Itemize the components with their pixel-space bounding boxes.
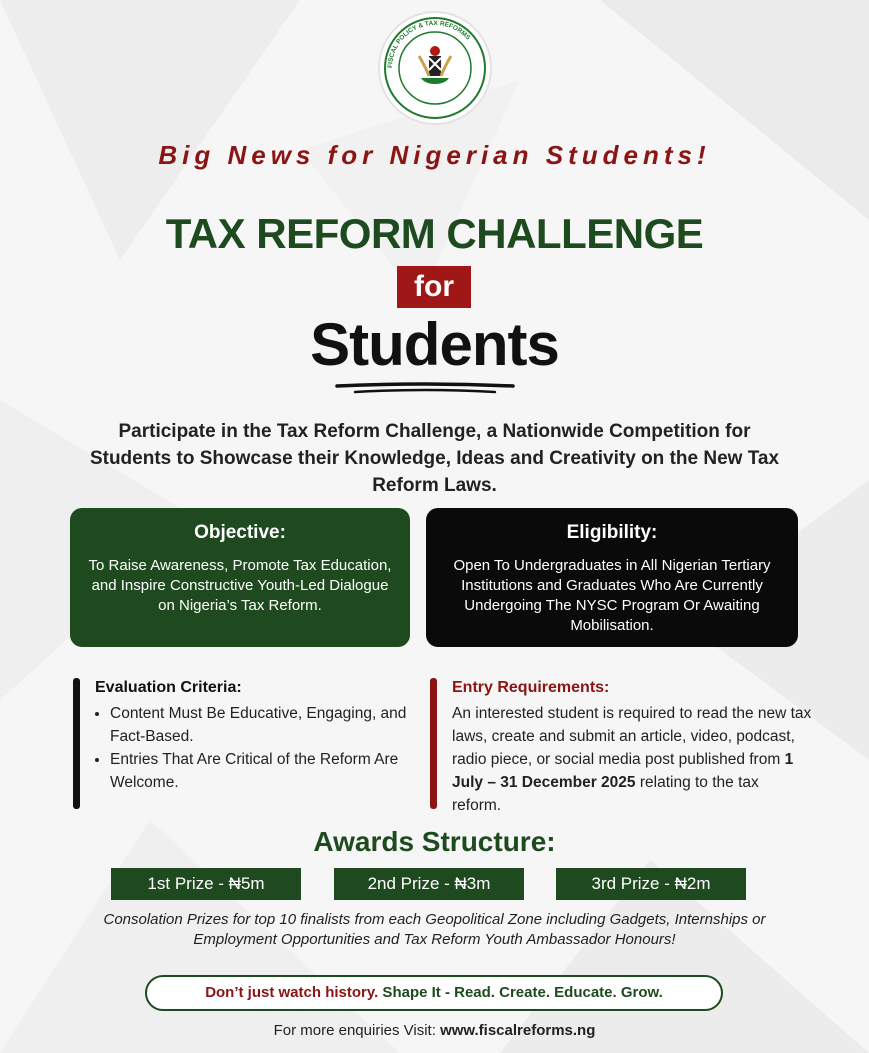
- for-badge: for: [397, 266, 471, 308]
- entry-dates: 1 July – 31 December 2025: [452, 751, 794, 791]
- seal-ring-text: FISCAL POLICY & TAX REFORMS: [386, 19, 472, 69]
- page-title: TAX REFORM CHALLENGE: [165, 210, 704, 257]
- objective-box: [70, 508, 410, 647]
- consolation-text: Consolation Prizes for top 10 finalists from each Geopolitical Zone including Gadgets, Internships or Employment Opportunities and Tax Reform Youth Ambassador Honours!: [103, 911, 766, 948]
- awards-heading: Awards Structure:: [313, 826, 556, 857]
- objective-heading: Objective:: [194, 522, 286, 543]
- tagline: Big News for Nigerian Students!: [158, 140, 711, 170]
- intro-text: Participate in the Tax Reform Challenge, a Nationwide Competition for Students to Showcase their Knowledge, Ideas and Creativity on the New Tax Reform Laws.: [89, 421, 780, 496]
- objective-text: To Raise Awareness, Promote Tax Education, and Inspire Constructive Youth-Led Dialogue on Nigeria’s Tax Reform.: [88, 557, 392, 614]
- eligibility-text: Open To Undergraduates in All Nigerian Tertiary Institutions and Graduates Who Are Currently Undergoing The NYSC Program Or Awaiting Mobilisation.: [453, 557, 771, 634]
- fiscal-policy-seal: [377, 10, 493, 126]
- website-link[interactable]: www.fiscalreforms.ng: [440, 1022, 596, 1039]
- list-item: • Entries That Are Critical of the Reform Are Welcome.: [110, 748, 440, 794]
- evaluation-accent-bar: [73, 678, 80, 809]
- eligibility-heading: Eligibility:: [566, 522, 658, 543]
- second-prize-badge: 2nd Prize - ₦3m: [334, 868, 524, 900]
- entry-heading: Entry Requirements:: [452, 679, 610, 696]
- list-item: • Content Must Be Educative, Engaging, and Fact-Based.: [110, 702, 440, 748]
- third-prize-badge: 3rd Prize - ₦2m: [556, 868, 746, 900]
- entry-text-start: An interested student is required to read the new tax laws, create and submit an article, video, podcast, radio piece, or social media post published from: [452, 705, 812, 768]
- footer: [0, 1022, 869, 1039]
- cta-green-text: Shape It - Read. Create. Educate. Grow.: [378, 984, 663, 1001]
- subtitle: Students: [310, 311, 559, 378]
- cta-red-text: Don’t just watch history.: [205, 984, 379, 1001]
- call-to-action: [145, 975, 723, 1011]
- entry-accent-bar: [430, 678, 437, 809]
- footer-label: For more enquiries Visit:: [273, 1022, 441, 1039]
- first-prize-badge: 1st Prize - ₦5m: [111, 868, 301, 900]
- entry-text: [452, 702, 812, 817]
- evaluation-heading: Evaluation Criteria:: [95, 679, 242, 696]
- entry-text-end: relating to the tax reform.: [452, 774, 759, 814]
- underline-stroke: [335, 380, 515, 396]
- eligibility-box: [426, 508, 798, 647]
- evaluation-list: [90, 702, 440, 794]
